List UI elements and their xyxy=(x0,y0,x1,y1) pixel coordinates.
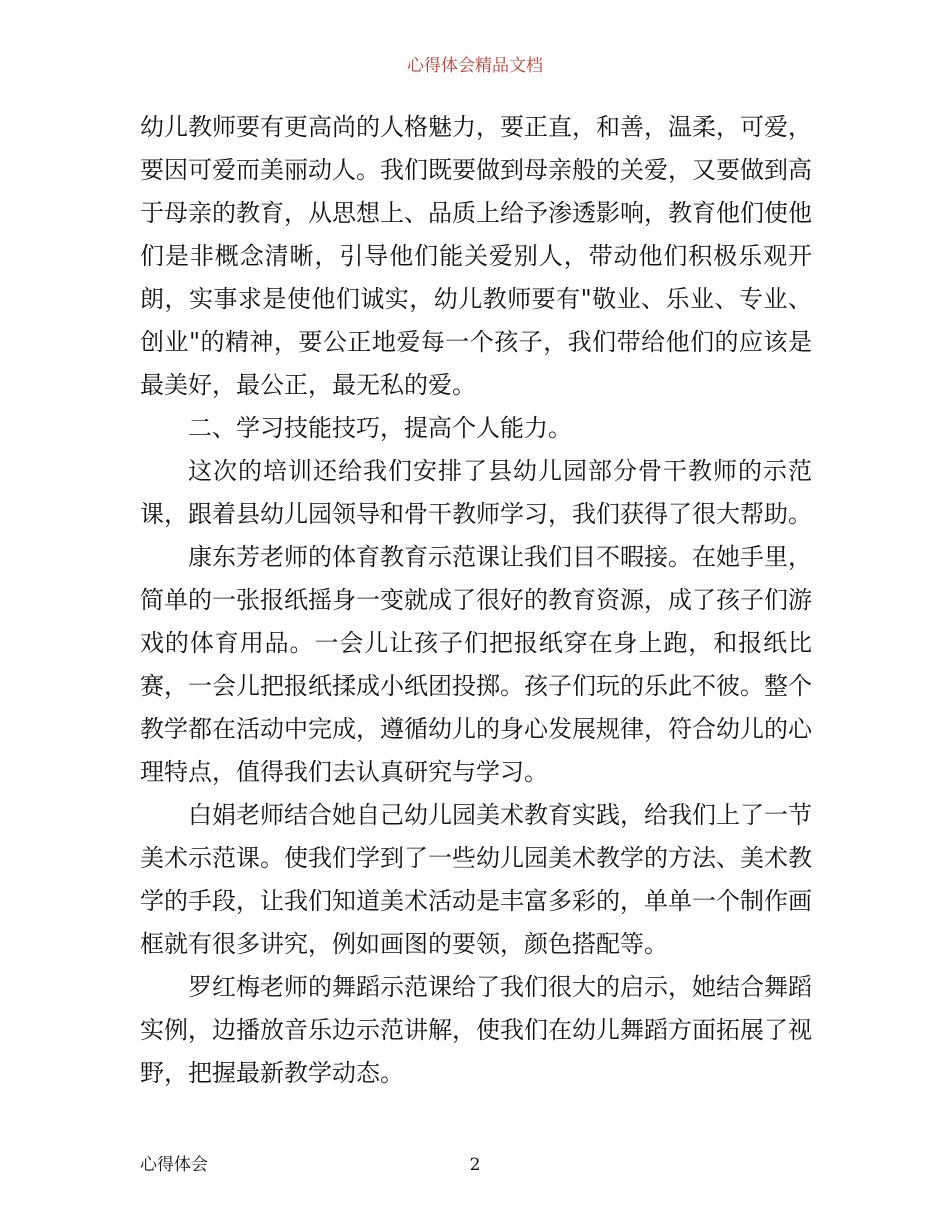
document-body xyxy=(140,106,812,1095)
page-header-title: 心得体会精品文档 xyxy=(407,56,543,76)
paragraph-1: 幼儿教师要有更高尚的人格魅力，要正直，和善，温柔，可爱，要因可爱而美丽动人。我们既要做到母亲般的关爱，又要做到高于母亲的教育，从思想上、品质上给予渗透影响，教育他们使他们是非概念清晰，引导他们能关爱别人，带动他们积极乐观开朗，实事求是使他们诚实，幼儿教师要有"敬业、乐业、专业、创业"的精神，要公正地爱每一个孩子，我们带给他们的应该是最美好，最公正，最无私的爱。 xyxy=(140,113,812,399)
paragraph-3: 康东芳老师的体育教育示范课让我们目不暇接。在她手里，简单的一张报纸摇身一变就成了很好的教育资源，成了孩子们游戏的体育用品。一会儿让孩子们把报纸穿在身上跑，和报纸比赛，一会儿把报纸揉成小纸团投掷。孩子们玩的乐此不彼。整个教学都在活动中完成，遵循幼儿的身心发展规律，符合幼儿的心理特点，值得我们去认真研究与学习。 xyxy=(140,543,812,786)
footer-label: 心得体会 xyxy=(140,1155,208,1175)
paragraph-2: 这次的培训还给我们安排了县幼儿园部分骨干教师的示范课，跟着县幼儿园领导和骨干教师学习，我们获得了很大帮助。 xyxy=(140,457,812,528)
paragraph-4: 白娟老师结合她自己幼儿园美术教育实践，给我们上了一节美术示范课。使我们学到了一些幼儿园美术教学的方法、美术教学的手段，让我们知道美术活动是丰富多彩的，单单一个制作画框就有很多讲究，例如画图的要领，颜色搭配等。 xyxy=(140,801,812,958)
section-heading: 二、学习技能技巧，提高个人能力。 xyxy=(188,414,572,442)
page-number: 2 xyxy=(469,1155,481,1175)
paragraph-5: 罗红梅老师的舞蹈示范课给了我们很大的启示，她结合舞蹈实例，边播放音乐边示范讲解，使我们在幼儿舞蹈方面拓展了视野，把握最新教学动态。 xyxy=(140,973,812,1087)
